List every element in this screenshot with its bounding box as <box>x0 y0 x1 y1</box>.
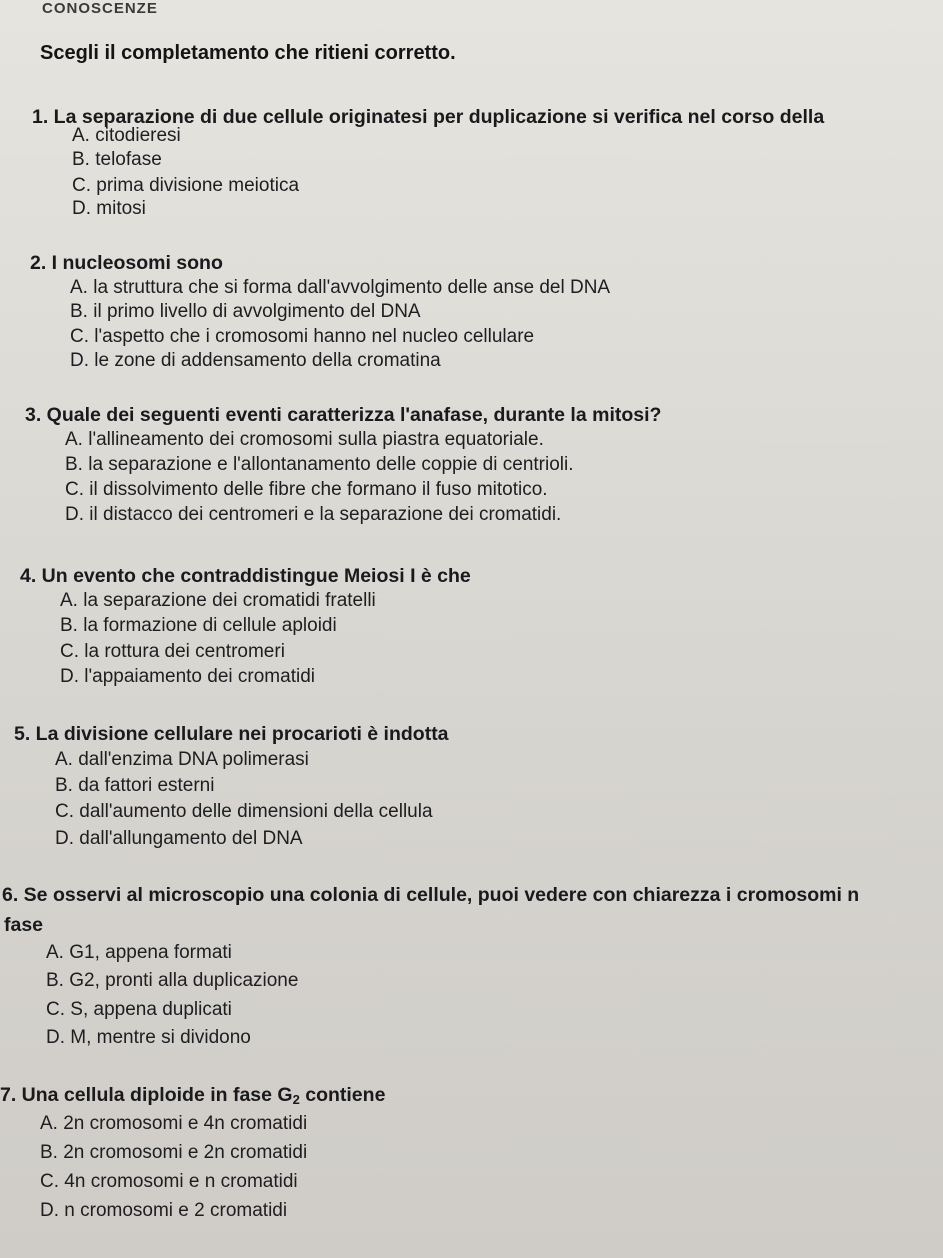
question-6: 6. Se osservi al microscopio una colonia di cellule, puoi vedere con chiarezza i cromosomi n <box>2 884 860 906</box>
q4-option-a[interactable]: A. la separazione dei cromatidi fratelli <box>60 590 376 611</box>
q7-option-d[interactable]: D. n cromosomi e 2 cromatidi <box>40 1200 288 1221</box>
q2-option-a[interactable]: A. la struttura che si forma dall'avvolgimento delle anse del DNA <box>70 277 611 298</box>
q7-option-a[interactable]: A. 2n cromosomi e 4n cromatidi <box>40 1113 308 1134</box>
question-7 <box>0 1083 385 1112</box>
q5-option-c[interactable]: C. dall'aumento delle dimensioni della cellula <box>55 801 433 822</box>
q6-option-b[interactable]: B. G2, pronti alla duplicazione <box>46 970 299 991</box>
q2-option-c[interactable]: C. l'aspetto che i cromosomi hanno nel nucleo cellulare <box>70 326 535 347</box>
q3-option-c[interactable]: C. il dissolvimento delle fibre che formano il fuso mitotico. <box>65 479 548 500</box>
q4-option-c[interactable]: C. la rottura dei centromeri <box>60 641 285 662</box>
question-5: 5. La divisione cellulare nei procarioti è indotta <box>14 723 449 745</box>
question-2: 2. I nucleosomi sono <box>30 252 223 274</box>
q7-option-b[interactable]: B. 2n cromosomi e 2n cromatidi <box>40 1142 308 1163</box>
q3-option-b[interactable]: B. la separazione e l'allontanamento delle coppie di centrioli. <box>65 454 574 475</box>
question-6-continuation: fase <box>4 914 44 936</box>
question-7-text-end: contiene <box>299 1084 386 1106</box>
q4-option-d[interactable]: D. l'appaiamento dei cromatidi <box>60 666 315 687</box>
q6-option-c[interactable]: C. S, appena duplicati <box>46 999 232 1020</box>
q2-option-b[interactable]: B. il primo livello di avvolgimento del DNA <box>70 301 421 322</box>
q1-option-b[interactable]: B. telofase <box>72 149 162 170</box>
question-1: 1. La separazione di due cellule originatesi per duplicazione si verifica nel corso della <box>32 106 825 128</box>
section-header: CONOSCENZE <box>42 0 158 17</box>
q5-option-a[interactable]: A. dall'enzima DNA polimerasi <box>55 749 309 770</box>
question-7-subscript: 2 <box>292 1092 300 1107</box>
q5-option-b[interactable]: B. da fattori esterni <box>55 775 215 796</box>
q6-option-d[interactable]: D. M, mentre si dividono <box>46 1027 251 1048</box>
q1-option-c[interactable]: C. prima divisione meiotica <box>72 175 300 196</box>
question-3: 3. Quale dei seguenti eventi caratterizza l'anafase, durante la mitosi? <box>25 404 662 426</box>
q3-option-d[interactable]: D. il distacco dei centromeri e la separazione dei cromatidi. <box>65 504 562 525</box>
q2-option-d[interactable]: D. le zone di addensamento della cromatina <box>70 350 441 371</box>
instruction-text: Scegli il completamento che ritieni corretto. <box>40 42 456 64</box>
q5-option-d[interactable]: D. dall'allungamento del DNA <box>55 828 303 849</box>
q1-option-d[interactable]: D. mitosi <box>72 198 146 219</box>
q3-option-a[interactable]: A. l'allineamento dei cromosomi sulla piastra equatoriale. <box>65 429 544 450</box>
question-7-text: 7. Una cellula diploide in fase G <box>0 1084 293 1106</box>
question-4: 4. Un evento che contraddistingue Meiosi I è che <box>20 565 471 587</box>
q6-option-a[interactable]: A. G1, appena formati <box>46 942 232 963</box>
q7-option-c[interactable]: C. 4n cromosomi e n cromatidi <box>40 1171 298 1192</box>
q1-option-a[interactable]: A. citodieresi <box>72 125 181 146</box>
q4-option-b[interactable]: B. la formazione di cellule aploidi <box>60 615 337 636</box>
